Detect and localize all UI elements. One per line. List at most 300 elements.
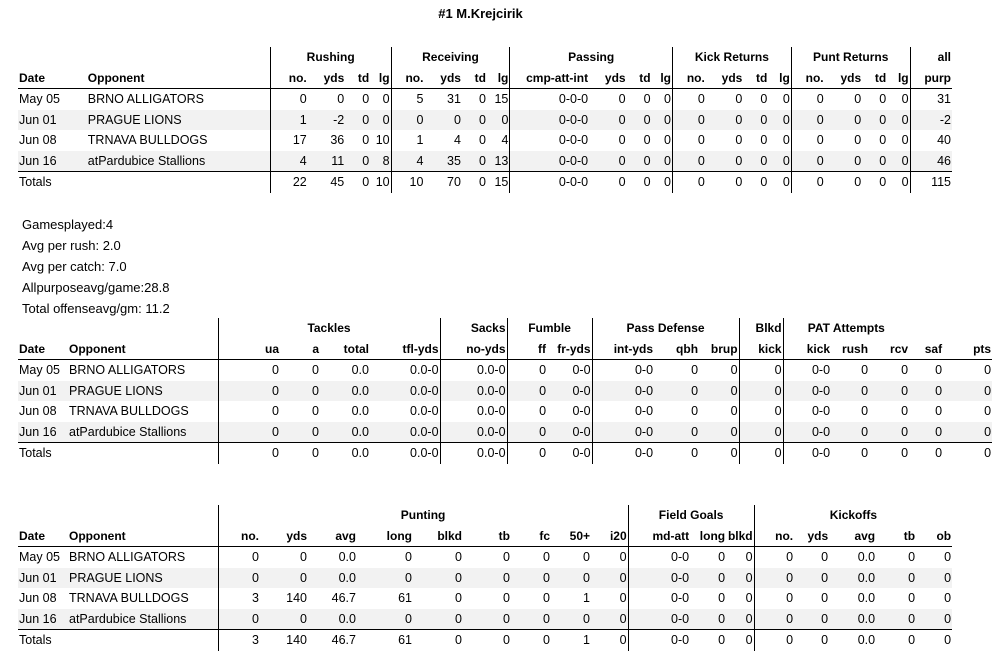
table-row-cell: 0 <box>337 92 345 107</box>
header-row <box>18 526 952 547</box>
totals-row-cell: 0 <box>791 172 824 193</box>
table-row-cell: 0 <box>455 591 462 606</box>
table-row-cell: May 05 <box>19 550 60 565</box>
table-row-cell: 0 <box>943 422 992 443</box>
offense-group-row <box>18 47 952 68</box>
header-row-cell: md-att <box>628 526 690 547</box>
totals-row-cell: 0 <box>591 630 628 651</box>
header-row-cell: no. <box>672 68 705 89</box>
table-row-cell: PRAGUE LIONS <box>68 568 218 589</box>
totals-row-cell: 3 <box>218 630 260 651</box>
totals-row-cell: 0 <box>869 443 909 464</box>
table-row-cell: 0 <box>821 550 829 565</box>
totals-row-cell: 0 <box>652 172 673 193</box>
table-row <box>18 609 952 630</box>
table-row-cell: atPardubice Stallions <box>87 151 270 172</box>
table-row-cell: Jun 16 <box>18 151 87 172</box>
table-row-cell: 0 <box>591 609 628 630</box>
header-row-cell: yds <box>589 68 627 89</box>
totals-row-cell: 0 <box>887 172 910 193</box>
table-row-cell: 0 <box>879 92 887 107</box>
header-row-cell: saf <box>909 339 943 360</box>
table-row-cell: 0 <box>643 133 651 148</box>
table-row-cell: 0 <box>791 151 824 172</box>
offense-stats-table <box>18 47 952 193</box>
table-row <box>18 360 992 381</box>
totals-row-cell: 0 <box>627 172 652 193</box>
table-row-cell: 0 <box>218 360 280 381</box>
table-row-cell: 0 <box>280 422 320 443</box>
table-row-cell: 0 <box>463 568 511 589</box>
group-passing: Passing <box>510 47 673 68</box>
table-row-cell: 0 <box>944 591 952 606</box>
totals-row-cell: 0-0 <box>783 443 831 464</box>
header-row-cell: Opponent <box>68 526 218 547</box>
table-row-cell: 0.0 <box>320 381 370 402</box>
table-row-cell: 0 <box>739 381 783 402</box>
header-row-cell: i20 <box>591 526 628 547</box>
table-row-cell: 0.0 <box>308 568 357 589</box>
header-row-cell: lg <box>370 68 391 89</box>
table-row-cell: 0-0 <box>547 422 592 443</box>
header-row-cell: lg <box>487 68 510 89</box>
table-row-cell: 0 <box>754 588 794 609</box>
group-tackles: Tackles <box>218 318 440 339</box>
group-all: all <box>910 47 952 68</box>
table-row-cell: 0 <box>357 609 413 630</box>
table-row-cell: 0-0-0 <box>510 130 589 151</box>
table-row-cell: 0 <box>831 422 869 443</box>
table-row-cell: 0 <box>270 89 308 110</box>
table-row-cell: 0 <box>218 547 260 568</box>
table-row-cell: BRNO ALLIGATORS <box>69 363 186 378</box>
table-row-cell: 0-0 <box>628 588 690 609</box>
table-row-cell: 0 <box>300 550 307 565</box>
table-row-cell: 0 <box>876 568 916 589</box>
table-row-cell: 0 <box>760 133 768 148</box>
table-row-cell: 0 <box>455 550 462 565</box>
table-row-cell: 0 <box>908 550 916 565</box>
table-row-cell: 0 <box>760 92 768 107</box>
table-row-cell: 0 <box>362 133 370 148</box>
group-pass-defense: Pass Defense <box>592 318 739 339</box>
total-offense-avg: Total offenseavg/gm: 11.2 <box>22 301 170 316</box>
totals-row-cell <box>68 630 218 651</box>
table-row-cell: 0 <box>901 133 909 148</box>
header-row-cell: lg <box>652 68 673 89</box>
header-row <box>18 339 992 360</box>
table-row-cell: Jun 01 <box>18 568 68 589</box>
totals-row-cell: 0-0-0 <box>510 172 589 193</box>
header-row-cell: tb <box>876 526 916 547</box>
all-purpose-avg: Allpurposeavg/game:28.8 <box>22 280 170 295</box>
table-row-cell: 0 <box>862 110 887 131</box>
avg-per-rush: Avg per rush: 2.0 <box>22 238 121 253</box>
table-row-cell: 0 <box>511 609 551 630</box>
table-row-cell: Jun 16 <box>18 422 68 443</box>
table-row-cell: 0 <box>706 151 744 172</box>
header-row-cell: no. <box>218 526 260 547</box>
group-blkd: Blkd <box>739 318 783 339</box>
table-row-cell: 0 <box>735 92 743 107</box>
table-row-cell: 0 <box>405 550 412 565</box>
table-row-cell: 0 <box>943 381 992 402</box>
header-row-cell: avg <box>308 526 357 547</box>
header-row-cell: pts <box>943 339 992 360</box>
header-row-cell: no. <box>791 68 824 89</box>
table-row-cell: 0 <box>739 360 783 381</box>
table-row-cell: Jun 08 <box>19 133 57 148</box>
table-row <box>18 151 952 172</box>
header-row-cell: avg <box>829 526 876 547</box>
header-row-cell: int-yds <box>592 339 654 360</box>
table-row-cell: 10 <box>375 133 390 148</box>
table-row-cell: -2 <box>308 110 346 131</box>
group-pat-attempts: PAT Attempts <box>783 318 909 339</box>
defense-stats-table <box>18 318 992 464</box>
table-row-cell: 0 <box>791 89 824 110</box>
table-row-cell: 0 <box>280 381 320 402</box>
totals-row-cell: 0.0-0 <box>440 443 507 464</box>
header-row-cell: td <box>462 68 487 89</box>
header-row-cell: ob <box>916 526 952 547</box>
table-row-cell: 0 <box>901 404 909 419</box>
header-row-cell: Date <box>18 339 68 360</box>
table-row-cell: 0 <box>909 422 943 443</box>
header-row-cell: fr-yds <box>547 339 592 360</box>
table-row-cell: 0 <box>879 133 887 148</box>
table-row-cell: 0 <box>831 381 869 402</box>
totals-row-cell: 0 <box>589 172 627 193</box>
table-row-cell: 0 <box>739 422 783 443</box>
table-row <box>18 110 952 131</box>
table-row-cell: 0-0 <box>783 381 831 402</box>
table-row-cell: 0-0-0 <box>510 89 589 110</box>
group-rushing: Rushing <box>270 47 391 68</box>
totals-row-cell: 0.0 <box>829 630 876 651</box>
table-row-cell: 0.0-0 <box>440 422 507 443</box>
totals-row-cell: 0-0 <box>547 443 592 464</box>
group-kickoffs: Kickoffs <box>754 505 952 526</box>
table-row-cell: 0 <box>743 151 768 172</box>
table-row-cell: 31 <box>910 89 952 110</box>
table-row-cell: 0 <box>218 401 280 422</box>
table-row-cell: 0 <box>618 133 626 148</box>
table-row-cell: atPardubice Stallions <box>68 609 218 630</box>
totals-row-cell: 115 <box>910 172 952 193</box>
header-row-cell: 50+ <box>551 526 591 547</box>
totals-row-cell: 0 <box>511 630 551 651</box>
totals-row-cell: 0 <box>794 630 829 651</box>
table-row-cell: 40 <box>910 130 952 151</box>
table-row-cell: 0 <box>726 568 754 589</box>
table-row-cell: 0 <box>370 110 391 131</box>
table-row-cell: 0 <box>551 609 591 630</box>
table-row-cell: 0 <box>690 609 726 630</box>
table-row-cell: 0 <box>357 568 413 589</box>
totals-row-cell: 0 <box>825 172 863 193</box>
games-played: Gamesplayed:4 <box>22 217 114 232</box>
table-row-cell: 0 <box>782 133 790 148</box>
table-row-cell: 0 <box>935 363 943 378</box>
table-row-cell: 0 <box>362 92 370 107</box>
totals-row-cell: 0 <box>943 443 992 464</box>
header-row-cell: brup <box>699 339 739 360</box>
table-row-cell: 0 <box>218 568 260 589</box>
table-row-cell: 0-0 <box>572 363 591 378</box>
table-row-cell: 0 <box>735 133 743 148</box>
table-row-cell: PRAGUE LIONS <box>68 381 218 402</box>
totals-row-cell: 0 <box>862 172 887 193</box>
table-row-cell: 0 <box>768 110 791 131</box>
table-row-cell: 0-0 <box>592 381 654 402</box>
header-row-cell: no. <box>754 526 794 547</box>
table-row-cell: 0 <box>887 151 910 172</box>
totals-row-cell: 46.7 <box>308 630 357 651</box>
table-row <box>18 588 952 609</box>
table-row-cell: 0 <box>754 609 794 630</box>
table-row-cell: 0 <box>503 550 510 565</box>
table-row-cell: Jun 16 <box>18 609 68 630</box>
totals-row-cell: 0 <box>462 172 487 193</box>
totals-row-cell: 0 <box>699 443 739 464</box>
table-row-cell: 0 <box>869 422 909 443</box>
table-row-cell: 0 <box>507 381 547 402</box>
totals-row-cell: 0 <box>909 443 943 464</box>
table-row-cell: 0 <box>745 550 753 565</box>
table-row-cell: 0 <box>935 404 943 419</box>
table-row-cell: 0 <box>691 404 699 419</box>
table-row-cell: 15 <box>494 92 509 107</box>
table-row-cell: 4 <box>270 151 308 172</box>
group-fumble: Fumble <box>507 318 592 339</box>
header-row-cell: kick <box>739 339 783 360</box>
table-row-cell: 0 <box>589 110 627 131</box>
table-row-cell: 0 <box>551 568 591 589</box>
totals-row-cell: Totals <box>18 443 68 464</box>
header-row-cell: td <box>862 68 887 89</box>
table-row-cell: 0-0 <box>783 422 831 443</box>
table-row-cell: TRNAVA BULLDOGS <box>87 133 208 148</box>
table-row-cell: 0.0-0 <box>440 381 507 402</box>
table-row-cell: 0 <box>908 591 916 606</box>
table-row-cell: 0.0 <box>308 609 357 630</box>
table-row-cell: 0 <box>706 110 744 131</box>
kicking-group-row <box>18 505 952 526</box>
table-row-cell: 0 <box>312 404 319 419</box>
totals-row <box>18 630 952 651</box>
table-row-cell: 0 <box>543 591 550 606</box>
table-row-cell: 0 <box>745 591 753 606</box>
totals-row-cell: 10 <box>391 172 424 193</box>
table-row-cell: 0 <box>730 404 738 419</box>
totals-row-cell: 0 <box>345 172 370 193</box>
totals-row-cell: 0 <box>754 630 794 651</box>
table-row-cell: Jun 08 <box>19 404 57 419</box>
totals-row-cell: 0-0 <box>628 630 690 651</box>
table-row <box>18 89 952 110</box>
table-row-cell: 0 <box>901 363 909 378</box>
totals-row-cell: 0 <box>690 630 726 651</box>
table-row-cell: 0.0 <box>338 550 356 565</box>
table-row-cell: 0 <box>664 133 671 148</box>
table-row-cell: 0 <box>589 151 627 172</box>
group-sacks: Sacks <box>440 318 507 339</box>
table-row-cell: PRAGUE LIONS <box>87 110 270 131</box>
header-row-cell: fc <box>511 526 551 547</box>
table-row-cell: 0.0-0 <box>370 422 440 443</box>
table-row-cell: 0 <box>507 360 547 381</box>
header-row-cell: no. <box>270 68 308 89</box>
table-row-cell: 0 <box>511 568 551 589</box>
table-row-cell: 0.0 <box>320 422 370 443</box>
totals-row-cell: 0 <box>831 443 869 464</box>
header-row-cell: td <box>627 68 652 89</box>
table-row-cell: 0-0-0 <box>510 151 589 172</box>
table-row-cell: 0-0 <box>592 360 654 381</box>
table-row-cell: 11 <box>308 151 346 172</box>
table-row-cell: 0 <box>869 381 909 402</box>
header-row-cell: kick <box>783 339 831 360</box>
table-row-cell: 0 <box>543 550 550 565</box>
totals-row-cell: 1 <box>551 630 591 651</box>
table-row-cell: BRNO ALLIGATORS <box>87 92 205 107</box>
header-row-cell: long <box>357 526 413 547</box>
totals-row-cell <box>68 443 218 464</box>
avg-per-catch: Avg per catch: 7.0 <box>22 259 127 274</box>
table-row-cell: 1 <box>391 130 424 151</box>
totals-row-cell: 0 <box>739 443 783 464</box>
group-kick-returns: Kick Returns <box>672 47 791 68</box>
table-row-cell: 0 <box>699 422 739 443</box>
table-row-cell: 4 <box>501 133 509 148</box>
table-row-cell: 0 <box>909 381 943 402</box>
header-row-cell: ua <box>218 339 280 360</box>
table-row-cell: 0 <box>413 568 463 589</box>
table-row-cell: 31 <box>447 92 461 107</box>
table-row-cell: 0-0 <box>628 547 690 568</box>
table-row-cell: 0 <box>382 92 390 107</box>
header-row-cell: no. <box>391 68 424 89</box>
table-row-cell: 0 <box>794 568 829 589</box>
header-row-cell: td <box>743 68 768 89</box>
header-row-cell: yds <box>424 68 462 89</box>
table-row-cell: 0.0 <box>857 550 876 565</box>
table-row-cell: 0 <box>424 110 462 131</box>
table-row-cell: 0 <box>861 363 869 378</box>
table-row-cell: 0 <box>462 110 487 131</box>
table-row-cell: 0 <box>618 92 626 107</box>
table-row-cell: 0 <box>916 568 952 589</box>
table-row-cell: 0 <box>690 568 726 589</box>
table-row-cell: 0-0 <box>783 360 831 381</box>
header-row-cell: long <box>690 526 726 547</box>
table-row-cell: 61 <box>398 591 412 606</box>
table-row-cell: TRNAVA BULLDOGS <box>69 404 189 419</box>
table-row-cell: 0 <box>591 568 628 589</box>
totals-row <box>18 443 992 464</box>
header-row-cell: Date <box>18 526 68 547</box>
table-row-cell: 8 <box>370 151 391 172</box>
table-row-cell: Jun 08 <box>19 591 57 606</box>
table-row-cell: 0 <box>876 609 916 630</box>
table-row-cell: 0 <box>218 422 280 443</box>
totals-row-cell: Totals <box>18 630 68 651</box>
table-row-cell: 1 <box>583 591 590 606</box>
table-row-cell: 0 <box>718 550 726 565</box>
totals-row-cell: 0 <box>654 443 699 464</box>
header-row-cell: qbh <box>654 339 699 360</box>
table-row-cell: 0 <box>699 381 739 402</box>
table-row <box>18 422 992 443</box>
totals-row-cell: 0 <box>413 630 463 651</box>
totals-row-cell: 70 <box>424 172 462 193</box>
table-row-cell: 0.0-0 <box>410 404 439 419</box>
table-row-cell: 13 <box>487 151 510 172</box>
table-row-cell: -2 <box>910 110 952 131</box>
table-row-cell: 0 <box>768 151 791 172</box>
table-row-cell: 0 <box>503 591 510 606</box>
header-row-cell: a <box>280 339 320 360</box>
table-row-cell: 0 <box>652 110 673 131</box>
table-row-cell: 0 <box>507 422 547 443</box>
group-punt-returns: Punt Returns <box>791 47 910 68</box>
table-row-cell: 0 <box>821 591 829 606</box>
table-row-cell: 0 <box>984 363 992 378</box>
header-row-cell: lg <box>768 68 791 89</box>
table-row-cell: 0.0-0 <box>440 360 507 381</box>
totals-row-cell: 0 <box>706 172 744 193</box>
table-row-cell: 0.0 <box>829 609 876 630</box>
table-row-cell: 0-0 <box>628 568 690 589</box>
table-row-cell: 0.0-0 <box>370 381 440 402</box>
totals-row-cell: 15 <box>487 172 510 193</box>
table-row-cell: 0 <box>854 92 862 107</box>
table-row-cell: 0 <box>583 550 590 565</box>
table-row-cell: 3 <box>218 588 260 609</box>
table-row <box>18 401 992 422</box>
table-row-cell: 0-0-0 <box>510 110 589 131</box>
totals-row-cell: 0 <box>280 443 320 464</box>
table-row-cell: BRNO ALLIGATORS <box>69 550 186 565</box>
table-row-cell: 0 <box>619 550 627 565</box>
header-row-cell: Date <box>18 68 87 89</box>
header-row-cell: yds <box>308 68 346 89</box>
table-row-cell: 0-0 <box>592 401 654 422</box>
header-row-cell: no-yds <box>440 339 507 360</box>
table-row-cell: 0 <box>743 110 768 131</box>
header-row-cell: Opponent <box>87 68 270 89</box>
table-row-cell: 0 <box>862 151 887 172</box>
totals-row-cell: 140 <box>260 630 308 651</box>
table-row-cell: 5 <box>391 89 424 110</box>
table-row-cell: TRNAVA BULLDOGS <box>69 591 189 606</box>
header-row-cell: blkd <box>726 526 754 547</box>
table-row-cell: 0 <box>218 381 280 402</box>
table-row-cell: 140 <box>286 591 307 606</box>
totals-row-cell: 0.0-0 <box>370 443 440 464</box>
totals-row-cell: 22 <box>270 172 308 193</box>
table-row-cell: 0 <box>479 92 486 107</box>
table-row-cell: Jun 01 <box>18 381 68 402</box>
table-row-cell: 0 <box>345 110 370 131</box>
table-row-cell: 17 <box>270 130 308 151</box>
group-receiving: Receiving <box>391 47 510 68</box>
table-row-cell: 0 <box>672 110 705 131</box>
header-row-cell: rcv <box>869 339 909 360</box>
totals-row-cell: 10 <box>370 172 391 193</box>
kicking-stats-table <box>18 505 952 651</box>
